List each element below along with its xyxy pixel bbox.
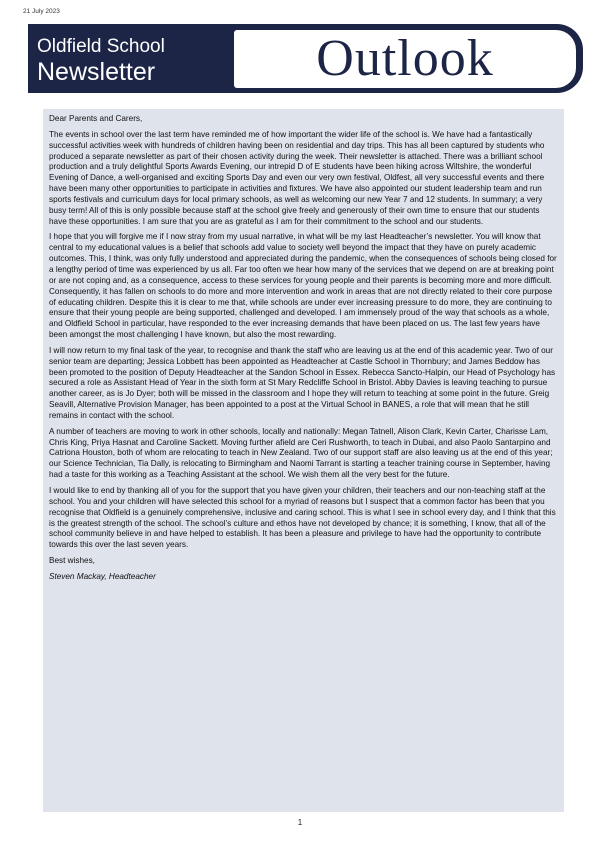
newsletter-masthead <box>28 24 583 93</box>
school-name: Oldfield School <box>37 36 165 57</box>
masthead-title: Outlook <box>234 30 576 88</box>
letter-paragraph-5: I would like to end by thanking all of you for the support that you have given your children, their teachers and our non-teaching staff at the school. You and your children will have selected this school for a myriad of reasons but I suspect that a common factor has been that you recognise that Oldfield is a genuinely comprehensive, inclusive and caring school. This is what I see in school every day, and I think that this is the greatest strength of the school. The school’s culture and ethos have not developed by chance; it is something, I know, that all of the school community believe in and have helped to establish. It has been a pleasure and privilege to have had the opportunity to contribute towards this over the last seven years. <box>49 486 556 550</box>
letter-paragraph-1: The events in school over the last term have reminded me of how important the wider life of the school is. We have had a fantastically successful activities week with hundreds of children having been on residential and day trips. This has all been captured by students who produced a separate newsletter as part of their chosen activity during the week. Their newsletter is attached. There was a brilliant school production and a truly delightful Sports Awards Evening, our intrepid D of E students have been hiking across Wiltshire, the wonderful Evening of Dance, a well-organised and exciting Sports Day and even our very own festival, Oldfest, all very successful events and there have been many other opportunities to participate in activities and fixtures. We have also appointed our student leadership team and run sports festivals and curriculum days for local primary schools, as well as welcoming our new Year 7 and 12 students. In summary; a very busy term! All of this is only possible because staff at the school give freely and generously of their own time to ensure that our students have these opportunities. I am sure that you are as grateful as I am for their commitment to the school and our students. <box>49 129 545 226</box>
letter-paragraph-4: A number of teachers are moving to work in other schools, locally and nationally: Megan Tatnell, Alison Clark, Kevin Carter, Charisse Lam, Chris King, Priya Hasnat and Caroline Sackett. Moving further afield are Ceri Rushworth, to teach in Dubai, and also Paolo Santarpino and Catriona Houston, both of whom are relocating to teach in New Zealand. Two of our support staff are also leaving us at the end of this year; our Science Technician, Tia Dally, is relocating to Birmingham and Naomi Tarrant is starting a teacher training course in September, having had a taste for this working as a Teaching Assistant at the school. We wish them all the very best for the future. <box>49 426 553 480</box>
letter-greeting: Dear Parents and Carers, <box>49 114 143 123</box>
letter-body <box>43 109 564 812</box>
letter-paragraph-2: I hope that you will forgive me if I now stray from my usual narrative, in what will be my last Headteacher’s newsletter. You will know that central to my educational values is a belief that schools add value to society well beyond the impact that they have on purely academic outcomes. This, I think, was only fully understood and appreciated during the pandemic, when the consequences of schools being closed for a lengthy period of time was experienced by us all. Far too often we hear how many of the services that we depend on are at breaking point or are not coping and, as a consequence, access to these services for young people and their parents is becoming more and more difficult. Consequently, it has fallen on schools to do more and more intervention and work in areas that are not directly related to their core purpose of educating children. Despite this it is clear to me that, while schools are under ever increasing pressure to do more, they are continuing to ensure that their young people are being supported, challenged and developed. I am immensely proud of the way that schools as a whole, and Oldfield School in particular, have responded to the ever increasing demands that have been placed on us. The last few years have been amongst the most challenging I have known, but also the most rewarding. <box>49 232 557 340</box>
page-number: 1 <box>297 818 303 827</box>
newsletter-label: Newsletter <box>37 58 156 86</box>
newsletter-date: 21 July 2023 <box>23 8 60 15</box>
letter-closing: Best wishes, <box>49 556 95 566</box>
letter-signature: Steven Mackay, Headteacher <box>49 571 156 581</box>
letter-paragraph-3: I will now return to my final task of the year, to recognise and thank the staff who are leaving us at the end of this academic year. Two of our senior team are departing; Jessica Lobbett has been appointed as Headteacher at Castle School in Thornbury; and James Beddow has been promoted to the position of Deputy Headteacher at the Sandon School in Essex. Rebecca Sancto-Halpin, our Head of Psychology has secured a role as Assistant Head of Year in the sixth form at St Mary Redcliffe School in Bristol. Abby Davies is leaving teaching to pursue another career, as is Jo Dyer; both will be missed in the classroom and I hope they will return to teaching at some point in the future. Greig Seavill, Alternative Provision Manager, has been appointed to a post at the Virtual School in BANES, a role that will mean that he still remains in contact with the school. <box>49 345 556 420</box>
